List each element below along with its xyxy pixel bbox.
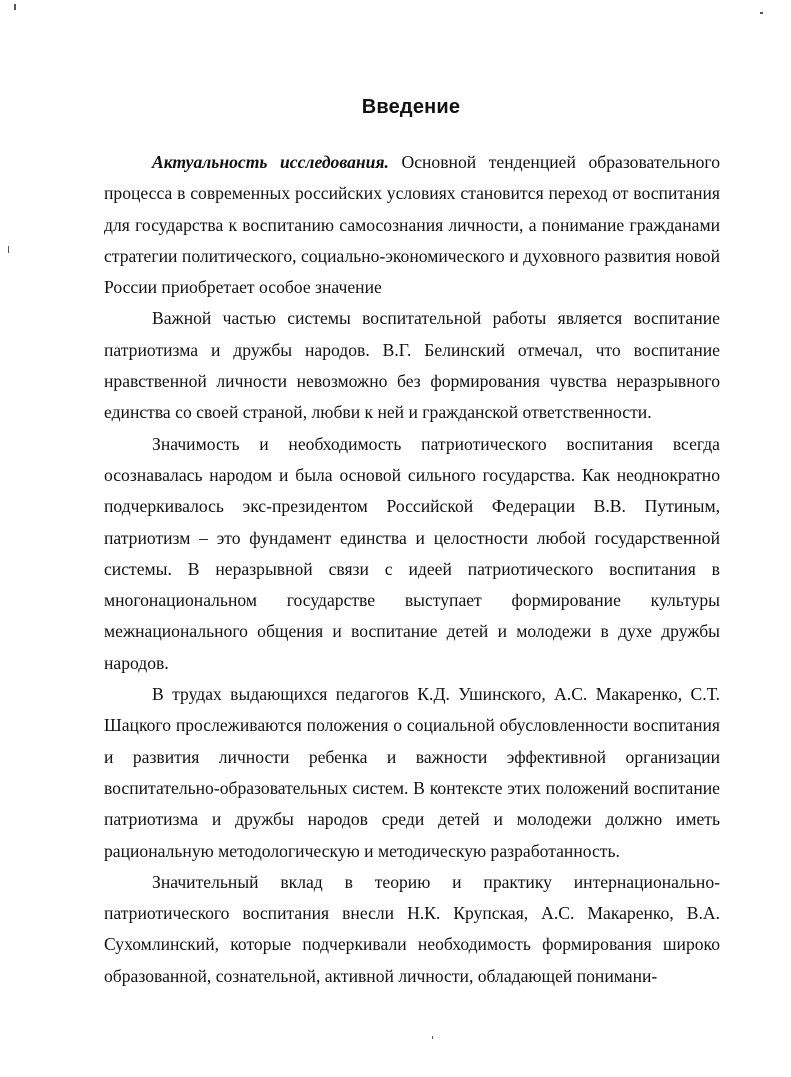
paragraph-text: Основной тенденцией образовательного процесса в современных российских условиях становится переход от воспитания для государства к воспитанию самосознания личности, а понимание гражданами стратегии политического, социально-экономического и духовного развития новой России приобретает особое значение [104, 152, 720, 298]
paragraph [104, 867, 720, 992]
paragraph-lead: Актуальность исследования. [152, 152, 389, 172]
page-title: Введение [361, 96, 461, 118]
paragraph-text: Значимость и необходимость патриотического воспитания всегда осознавалась народом и была основой сильного государства. Как неоднократно подчеркивалось экс-президентом Российской Федерации В.В. Путиным, патриотизм – это фундамент единства и целостности любой государственной системы. В неразрывной связи с идеей патриотического воспитания в многонациональном государстве выступает формирование культуры межнационального общения и воспитание детей и молодежи в духе дружбы народов. [104, 433, 720, 673]
paragraph [104, 147, 720, 303]
paragraph [104, 303, 720, 428]
scan-speck [432, 1036, 433, 1039]
paragraph [104, 679, 720, 867]
paragraph-text: Значительный вклад в теорию и практику интернационально-патриотического воспитания внесли Н.К. Крупская, А.С. Макаренко, В.А. Сухомлинский, которые подчеркивали необходимость формирования широко образованной, сознательной, активной личности, обладающей понимани- [104, 871, 720, 986]
paragraph-text: В трудах выдающихся педагогов К.Д. Ушинского, А.С. Макаренко, С.Т. Шацкого прослеживаются положения о социальной обусловленности воспитания и развития личности ребенка и важности эффективной организации воспитательно-образовательных систем. В контексте этих положений воспитание патриотизма и дружбы народов среди детей и молодежи должно иметь рациональную методологическую и методическую разработанность. [104, 684, 720, 861]
document-body [104, 147, 720, 992]
paragraph [104, 429, 720, 679]
scan-speck [760, 12, 763, 14]
paragraph-text: Важной частью системы воспитательной работы является воспитание патриотизма и дружбы народов. В.Г. Белинский отмечал, что воспитание нравственной личности невозможно без формирования чувства неразрывного единства со своей страной, любви к ней и гражданской ответственности. [104, 308, 720, 423]
scan-speck [8, 246, 9, 253]
scan-speck [14, 4, 16, 10]
